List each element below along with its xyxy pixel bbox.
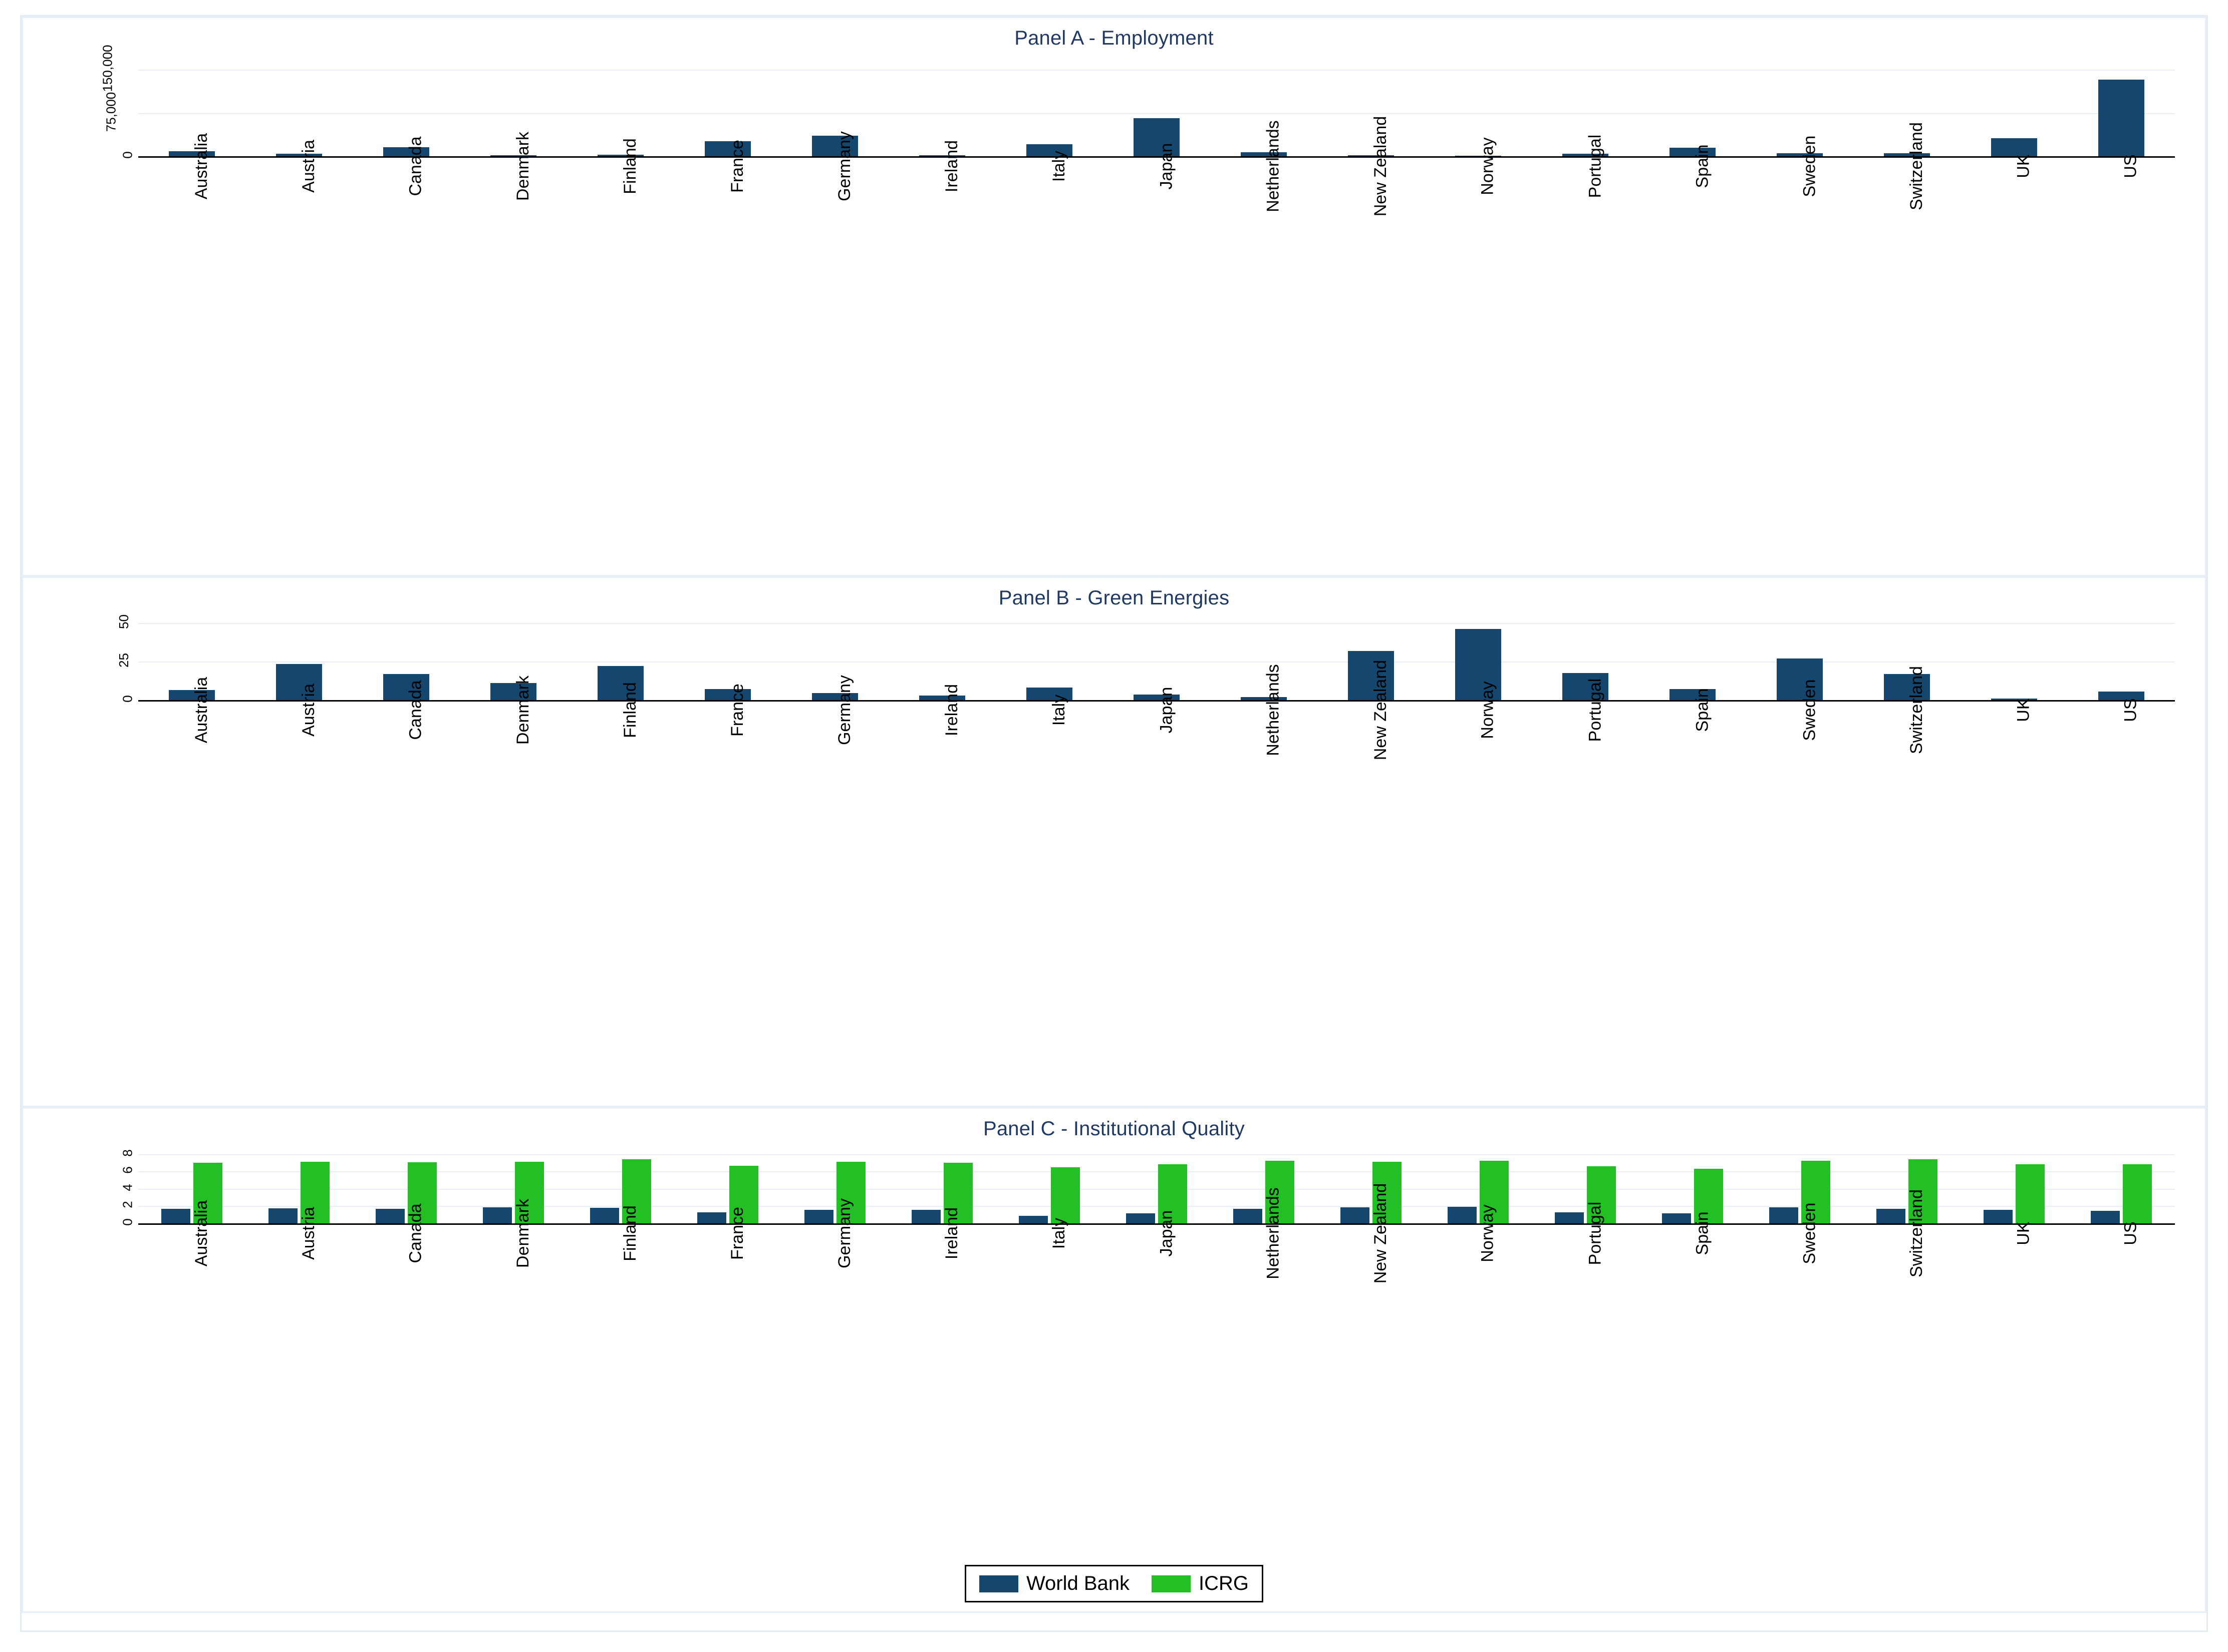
- x-axis-tick-label: Canada: [406, 136, 425, 196]
- x-axis-tick-label: Ireland: [942, 1207, 961, 1259]
- x-axis-tick-label: Austria: [299, 1207, 318, 1260]
- panel-b-x-labels: [138, 659, 2175, 761]
- bar-group: [996, 1151, 1103, 1223]
- x-axis-tick-label: New Zealand: [1371, 116, 1390, 217]
- bar: [1051, 1167, 1080, 1223]
- bar: [1555, 1212, 1584, 1223]
- bar-group: [996, 620, 1103, 700]
- x-axis-tick-label: Australia: [192, 1200, 211, 1267]
- bar-group: [2068, 1151, 2175, 1223]
- bar-group: [1639, 61, 1746, 156]
- x-axis-tick-label: Spain: [1693, 688, 1712, 732]
- legend: [965, 1565, 1263, 1602]
- x-axis-tick-label: Italy: [1049, 150, 1068, 182]
- x-axis-tick-label: Canada: [406, 680, 425, 740]
- x-axis-tick-label: US: [2121, 1221, 2140, 1245]
- x-axis-tick-label: Finland: [620, 682, 640, 738]
- x-axis-tick-label: France: [727, 684, 747, 737]
- bar: [1662, 1213, 1691, 1223]
- bar: [1876, 1209, 1905, 1223]
- bar-group: [2068, 620, 2175, 700]
- bar: [1126, 1213, 1155, 1223]
- x-axis-tick-label: Spain: [1693, 1211, 1712, 1255]
- figure-frame: [20, 15, 2208, 1632]
- x-axis-tick-label: Portugal: [1585, 1201, 1604, 1265]
- x-axis-tick-label: Switzerland: [1907, 122, 1926, 210]
- bar: [590, 1208, 619, 1223]
- bar-group: [1961, 620, 2068, 700]
- x-axis-tick-label: Finland: [620, 138, 640, 194]
- x-axis-tick-label: UK: [2014, 1221, 2033, 1245]
- x-axis-tick-label: Australia: [192, 133, 211, 200]
- panel-a-title: Panel A - Employment: [1014, 27, 1214, 49]
- bar: [2091, 1211, 2120, 1223]
- y-axis-tick-label: 8: [120, 1149, 135, 1157]
- bar-series-container: [138, 61, 2175, 156]
- bar: [376, 1209, 405, 1223]
- legend-label-world-bank: World Bank: [1026, 1572, 1130, 1594]
- panel-employment: [22, 17, 2206, 576]
- bar: [483, 1207, 512, 1223]
- x-axis-tick-label: Germany: [834, 675, 854, 745]
- bar: [2016, 1164, 2045, 1223]
- bar: [1340, 1207, 1369, 1223]
- bar-group: [1103, 61, 1210, 156]
- x-axis-tick-label: US: [2121, 154, 2140, 178]
- x-axis-tick-label: Germany: [834, 1198, 854, 1268]
- bar: [804, 1210, 833, 1223]
- bar: [2098, 80, 2144, 156]
- x-axis-tick-label: Netherlands: [1264, 1187, 1283, 1279]
- legend-swatch-icrg: [1152, 1575, 1191, 1592]
- x-axis-tick-label: Denmark: [513, 1199, 532, 1268]
- x-axis-tick-label: Norway: [1478, 1204, 1497, 1262]
- y-axis-tick-label: 6: [120, 1166, 135, 1174]
- x-axis-tick-label: Japan: [1156, 143, 1176, 190]
- y-axis-tick-label: 75,000: [103, 92, 119, 132]
- y-axis-tick-label: 150,000: [100, 45, 115, 92]
- x-axis-tick-label: Australia: [192, 677, 211, 744]
- bar: [1448, 1207, 1477, 1223]
- bar: [1233, 1209, 1262, 1223]
- y-axis-tick-label: 0: [120, 151, 135, 159]
- x-axis-tick-label: Denmark: [513, 676, 532, 745]
- x-axis-tick-label: Norway: [1478, 137, 1497, 195]
- bar: [1991, 138, 2037, 156]
- legend-label-icrg: ICRG: [1199, 1572, 1249, 1594]
- y-axis-tick-label: 2: [120, 1201, 135, 1209]
- bar: [1769, 1207, 1798, 1223]
- x-axis-tick-label: Italy: [1049, 1217, 1068, 1249]
- x-axis-tick-label: Germany: [834, 131, 854, 201]
- x-axis-tick-label: UK: [2014, 698, 2033, 722]
- panel-a-plot: [100, 45, 2175, 159]
- x-axis-tick-label: Sweden: [1800, 679, 1819, 741]
- legend-item-icrg: [1152, 1572, 1249, 1595]
- x-axis-tick-label: Austria: [299, 140, 318, 193]
- x-axis-tick-label: New Zealand: [1371, 1183, 1390, 1284]
- x-axis-tick-label: Austria: [299, 684, 318, 737]
- x-axis-tick-label: Netherlands: [1264, 664, 1283, 756]
- x-axis-tick-label: New Zealand: [1371, 659, 1390, 761]
- panel-b-title: Panel B - Green Energies: [998, 587, 1230, 609]
- y-axis-tick-label: 0: [120, 1218, 135, 1226]
- bar-group: [996, 61, 1103, 156]
- x-axis-tick-label: Denmark: [513, 132, 532, 201]
- x-axis-tick-label: France: [727, 1207, 747, 1260]
- x-axis-tick-label: France: [727, 140, 747, 193]
- x-axis-tick-label: Canada: [406, 1203, 425, 1263]
- bar: [161, 1209, 190, 1223]
- x-axis-tick-label: Sweden: [1800, 1202, 1819, 1264]
- bar: [1984, 1210, 2013, 1223]
- panel-c-x-labels: [138, 1183, 2175, 1284]
- legend-swatch-world-bank: [979, 1575, 1018, 1592]
- y-axis-tick-label: 25: [116, 653, 132, 668]
- x-axis-tick-label: Sweden: [1800, 135, 1819, 197]
- bar-group: [1961, 61, 2068, 156]
- x-axis-tick-label: Japan: [1156, 687, 1176, 734]
- bar-group: [1961, 1151, 2068, 1223]
- y-axis-tick-label: 50: [116, 614, 132, 629]
- x-axis-tick-label: Finland: [620, 1205, 640, 1261]
- x-axis-tick-label: Netherlands: [1264, 120, 1283, 212]
- bar: [2123, 1164, 2152, 1223]
- panel-c-title: Panel C - Institutional Quality: [983, 1118, 1245, 1140]
- y-axis-tick-label: 4: [120, 1184, 135, 1191]
- x-axis-tick-label: Portugal: [1585, 678, 1604, 742]
- x-axis-tick-label: Norway: [1478, 681, 1497, 739]
- legend-item-world-bank: [979, 1572, 1130, 1595]
- panel-green-energies: [22, 576, 2206, 1107]
- x-axis-tick-label: Portugal: [1585, 134, 1604, 198]
- panel-institutional-quality: [22, 1107, 2206, 1613]
- x-axis-tick-label: Switzerland: [1907, 666, 1926, 754]
- bar: [268, 1208, 298, 1223]
- x-axis-tick-label: Italy: [1049, 694, 1068, 726]
- bar: [697, 1212, 726, 1223]
- bar: [1019, 1216, 1048, 1223]
- x-axis-tick-label: Japan: [1156, 1210, 1176, 1257]
- x-axis-tick-label: UK: [2014, 154, 2033, 178]
- x-axis-tick-label: US: [2121, 698, 2140, 722]
- y-axis-tick-label: 0: [120, 695, 135, 703]
- x-axis-tick-label: Spain: [1693, 144, 1712, 188]
- x-axis-tick-label: Ireland: [942, 140, 961, 192]
- bar: [912, 1210, 941, 1223]
- x-axis-tick-label: Ireland: [942, 684, 961, 736]
- panel-a-x-labels: [138, 116, 2175, 217]
- x-axis-tick-label: Switzerland: [1907, 1189, 1926, 1277]
- bar-group: [2068, 61, 2175, 156]
